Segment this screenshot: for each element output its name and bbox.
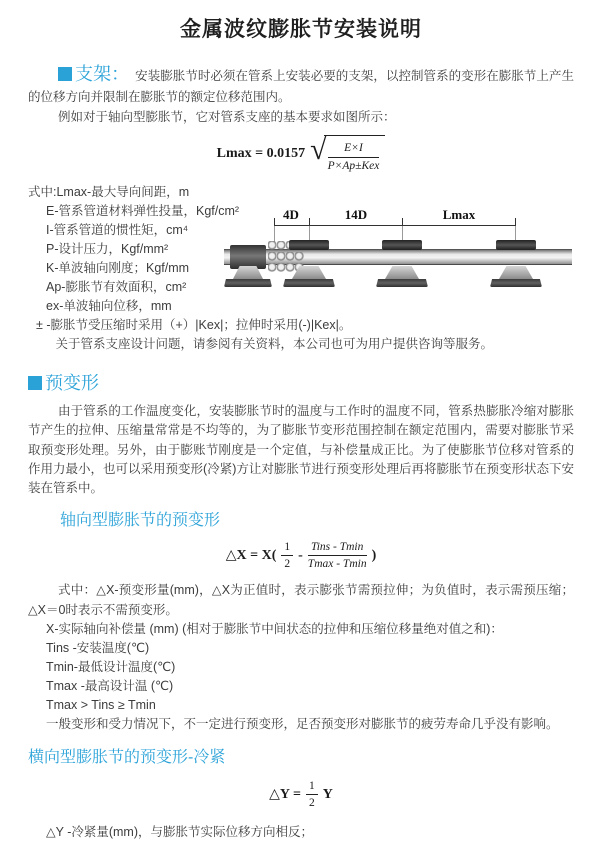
support-base [283, 279, 335, 287]
support-trapezoid [233, 266, 263, 279]
support-example-line: 例如对于轴向型膨胀节，它对管系支座的基本要求如图所示： [58, 109, 396, 124]
fraction [328, 141, 380, 173]
page-title: 金属波纹膨胀节安装说明 [180, 18, 422, 41]
preform-section-heading [28, 370, 574, 398]
formula-lhs: △X = X( [225, 547, 277, 563]
consult-note: 关于管系支座设计问题，请参阅有关资料，本公司也可为用户提供咨询等服务。 [55, 336, 494, 351]
minus-operator: - [298, 547, 303, 563]
dim-label-14d: 14D [344, 206, 368, 222]
support-intro-paragraph [28, 61, 574, 108]
axial-subheading: 轴向型膨胀节的预变形 [60, 511, 221, 529]
preform-paragraph: 由于管系的工作温度变化，安装膨胀节时的温度与工作时的温度不同，管系热膨胀冷缩对膨胀节产生的拉伸、压缩量常常是不均等的，为了膨胀节变形范围控制在额定范围内，需要对膨胀节采取预变形处理。另外，由于膨账节刚度是一个定值，与补偿量成正比。为了使膨胀节位移对管系的作用力最小，也可以采用预变形(冷紧)方让对膨胀节进行预变形处理后再将膨胀节在预变形状态下安装在管系中。 [28, 403, 574, 496]
lateral-preform-formula [28, 779, 574, 811]
axial-line: X-实际轴向补偿量 (mm) (相对于膨胀节中间状态的拉伸和压缩位移量绝对值之和)： [46, 622, 503, 636]
axial-preform-formula [28, 540, 574, 572]
variable-line: I-管系管道的惯性矩，cm⁴ [46, 222, 189, 237]
close-paren: ) [371, 547, 377, 563]
fraction-denominator: 2 [308, 797, 315, 810]
support-trapezoid [385, 266, 419, 279]
fraction-numerator: 1 [306, 779, 318, 795]
support-trapezoid [292, 266, 326, 279]
support-base [376, 279, 428, 287]
support-clamp [382, 240, 422, 250]
fraction-denominator: P×Ap±Kex [327, 159, 380, 172]
plusminus-note: ± -膨胀节受压缩时采用（+）|Kex|；拉伸时采用(-)|Kex|。 [36, 317, 352, 332]
formula-rhs: Y [322, 786, 333, 802]
lateral-note: △Y -冷紧量(mm)，与膨胀节实际位移方向相反； [46, 824, 314, 839]
variable-line: Ap-膨胀节有效面积，cm² [46, 279, 187, 294]
fraction-denominator: Tmax - Tmin [307, 557, 367, 570]
fraction-half [281, 540, 293, 572]
variable-line: K-单波轴向刚度；Kgf/mm [46, 260, 190, 275]
axial-line: 一般变形和受力情况下，不一定进行预变形，足否预变形对膨胀节的疲劳寿命几乎没有影响。 [46, 717, 559, 731]
fraction-numerator: Tins - Tmin [308, 540, 367, 556]
variable-line: P-设计压力，Kgf/mm² [46, 241, 169, 256]
pipe-support [490, 240, 542, 288]
fraction-temperature [308, 540, 367, 572]
dimension-line [274, 225, 516, 226]
variables-and-diagram [28, 183, 574, 316]
support-trapezoid [499, 266, 533, 279]
fraction-half [306, 779, 318, 811]
support-intro-text: 安装膨胀节时必须在管系上安装必要的支架，以控制管系的变形在膨胀节上产生的位移方向并限制在膨胀节的额定位移范围内。 [28, 68, 574, 105]
axial-variable-lines [28, 620, 574, 734]
radical-icon: √ [310, 133, 327, 167]
fraction-denominator: 2 [284, 557, 291, 570]
guide-spacing-formula [28, 135, 574, 173]
preform-heading-label: 预变形 [45, 372, 99, 393]
support-base [490, 279, 542, 287]
pipe-support [376, 240, 428, 288]
axial-line: Tmax -最高设计温 (℃) [46, 679, 174, 693]
support-base [224, 279, 272, 287]
support-heading-label: 支架： [75, 63, 130, 84]
formula-lhs: Lmax = 0.0157 [216, 146, 306, 162]
fraction-numerator: 1 [281, 540, 293, 556]
axial-line: Tmin-最低设计温度(℃) [46, 660, 176, 674]
support-clamp [289, 240, 329, 250]
square-root [310, 135, 385, 173]
pipe-support [283, 240, 335, 288]
fraction-numerator: E×I [328, 141, 380, 157]
blue-square-icon [28, 376, 42, 390]
axial-line: Tins -安装温度(℃) [46, 641, 150, 655]
axial-formula-explain: 式中：△X-预变形量(mm)，△X为正值时，表示膨张节需预拉伸；为负值时，表示需预压缩；△X＝0时表示不需预变形。 [28, 583, 574, 617]
variables-intro: 式中:Lmax-最大导向间距，m [28, 184, 190, 199]
support-section-heading [58, 64, 129, 84]
dim-label-4d: 4D [283, 206, 299, 222]
lateral-subheading: 横向型膨胀节的预变形-冷紧 [28, 749, 226, 766]
formula-lhs: △Y = [269, 786, 301, 802]
anchor-foot [222, 240, 274, 288]
radicand [324, 135, 386, 173]
dim-label-lmax: Lmax [442, 206, 476, 222]
axial-line: Tmax > Tins ≥ Tmin [46, 698, 156, 712]
variable-line: E-管系管道材料弹性投量，Kgf/cm² [46, 203, 240, 218]
variable-line: ex-单波轴向位移，mm [46, 298, 172, 313]
support-spacing-diagram [220, 206, 576, 309]
support-clamp [496, 240, 536, 250]
blue-square-icon [58, 67, 72, 81]
